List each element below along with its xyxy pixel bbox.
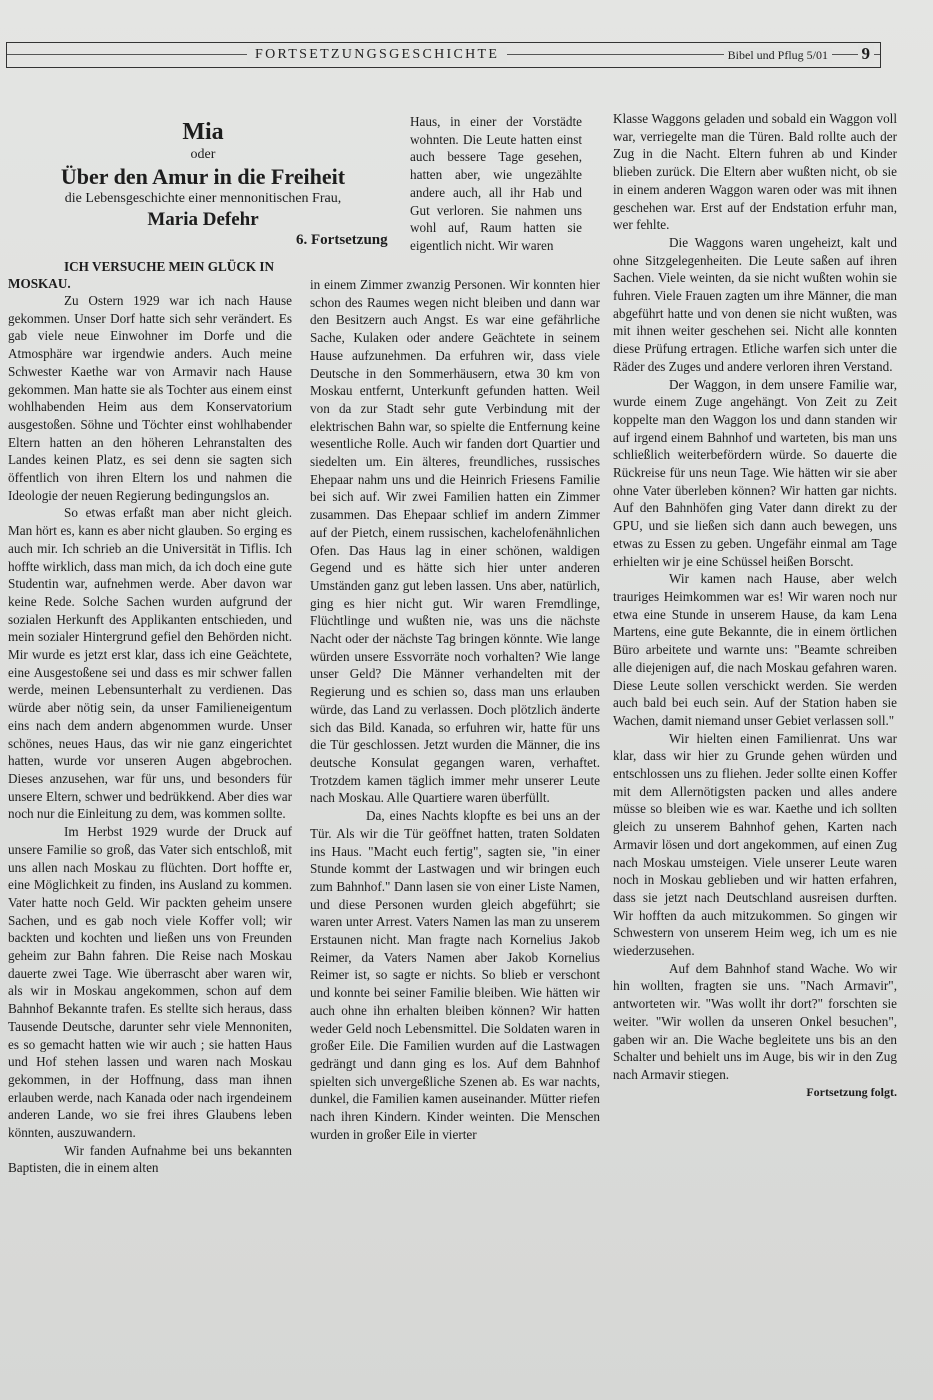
paragraph: Zu Ostern 1929 war ich nach Hause gekommen. Unser Dorf hatte sich sehr verändert. Es gab viele neue Einwohner im Dorfe und die Atmosphäre war irgendwie anders. Auch meine Schwester Kaethe war von Armavir nach Hause gekommen. Man hatte sie als Tochter aus einem einst wohlhabenden Heim aus dem Konservatorium ausgestoßen. Söhne und Töchter einst wohlhabender Eltern hatten an den höheren Lehranstalten des Landes keinen Platz, es sei denn sie sagten sich öffentlich von ihren Eltern los und nahmen die Ideologie der neuen Regierung bedingungslos an. — [8, 293, 292, 503]
column-1 — [8, 258, 292, 1177]
story-title-block — [8, 118, 398, 232]
section-title: FORTSETZUNGSGESCHICHTE — [247, 47, 507, 63]
paragraph: Im Herbst 1929 wurde der Druck auf unsere Familie so groß, das Vater sich entschloß, mit uns allen nach Moskau zu flüchten. Dort hoffte er, eine Möglichkeit zu finden, ins Ausland zu kommen. Vater hatte noch Geld. Wir packten geheim unsere Sachen, und es gab noch viele Koffer voll; wir backten und kochten und ließen uns von Freunden geheim zur Bahn fahren. Die Reise nach Moskau dauerte zwei Tage. Wie überrascht aber waren wir, als wir in Moskau angekommen, schon auf dem Bahnhof Bekannte trafen. Es stellte sich heraus, dass Tausende Deutsche, darunter sehr viele Mennoniten, es so gemacht hatten wie wir auch ; sie hatten Haus und Hof stehen lassen und waren nach Moskau gekommen, in der Hoffnung, dass man ihnen erlauben werde, nach Kanada oder nach irgendeinem anderen Lande, wo sie frei ihres Glaubens leben könnten, auszuwandern. — [8, 824, 292, 1141]
paragraph: Wir kamen nach Hause, aber welch trauriges Heimkommen war es! Wir waren noch nur etwa eine Stunde in unserem Hause, da kam Lena Martens, eine gute Bekannte, die in einem örtlichen Büro arbeitete und warnte uns: "Beamte schreiben alle diejenigen auf, die nach Moskau gefahren waren. Diese Leute sollen verschickt werden. Sie werden auch bald bei euch sein. Auf der Station haben sie Wachen, damit niemand unser Gebiet verlassen soll." — [613, 571, 897, 728]
paragraph: Wir fanden Aufnahme bei uns bekannten Baptisten, die in einem alten — [8, 1142, 292, 1176]
column-2 — [310, 276, 600, 1143]
page-header — [6, 42, 881, 68]
story-author: Maria Defehr — [147, 209, 259, 230]
installment-label: 6. Fortsetzung — [296, 232, 388, 248]
story-subtitle: die Lebensgeschichte einer mennonitischen Frau, — [64, 191, 342, 206]
paragraph: Klasse Waggons geladen und sobald ein Waggon voll war, verriegelte man die Türen. Bald rollte auch der Zug in die Nacht. Eltern fuhren ab und Kinder blieben zurück. Die Eltern aber wußten nicht, ob sie in einem anderen Waggon waren oder was mit ihnen geschehen war. Erst auf der Endstation erfuhr man, wer fehlte. — [613, 111, 897, 233]
title-connector: oder — [190, 147, 216, 162]
column-2-top — [410, 113, 582, 255]
story-main-title: Über den Amur in die Freiheit — [60, 164, 346, 189]
continuation-note: Fortsetzung folgt. — [806, 1084, 897, 1099]
journal-issue: Bibel und Pflug 5/01 — [724, 48, 832, 63]
paragraph: Die Waggons waren ungeheizt, kalt und ohne Sitzgelegenheiten. Die Leute saßen auf ihren Sachen. Viele weinten, da sie nicht wußten wohin sie fuhren. Viele Frauen zagten um ihre Männer, die man abgeführt hatte und von denen sie nicht wußten, was mit ihnen weiter geschehen sei. Nicht alle konnten diese Prüfung ertragen. Etliche warfen sich unter die Räder des Zuges und andere verloren ihren Verstand. — [613, 234, 897, 374]
column-3 — [613, 110, 897, 1101]
story-title: Mia — [182, 119, 224, 145]
paragraph: So etwas erfaßt man aber nicht gleich. Man hört es, kann es aber nicht glauben. So erging es auch mir. Ich schrieb an die Universität in Tiflis. Ich hoffte wirklich, dass man mich, da ich doch eine gute Studentin war, aufnehmen werde. Aber davon war keine Rede. Solche Sachen wurden aufgrund der sozialen Herkunft des Applikanten entschieden, und mein sozialer Hintergrund gefiel den Behörden nicht. Mir wurde es jetzt erst klar, dass ich eine Geächtete, eine Ausgestoßene sei und dass es mir schwer fallen werde, meinen Lebensunterhalt zu verdienen. Das würde aber nötig sein, da unser Familieneigentum eins nach dem andern abgenommen wurde. Unser schönes, neues Haus, das wir nie ganz eingerichtet hatten, wurde vor unseren Augen abgebrochen. Dieses anzusehen, war für uns, und besonders für unsere Eltern, schwer und bedrükkend. Aber dies war noch nur die Einleitung zu dem, was kommen sollte. — [8, 505, 292, 822]
paragraph: Haus, in einer der Vorstädte wohnten. Die Leute hatten einst auch bessere Tage gesehen, hatten aber, wie ungezählte andere auch, all ihr Hab und Gut verloren. Sie nahmen uns wohl auf, Raum hatten sie eigentlich nicht. Wir waren — [410, 114, 582, 253]
paragraph: Wir hielten einen Familienrat. Uns war klar, dass wir hier zu Grunde gehen würden und entschlossen uns zu fliehen. Jeder sollte einen Koffer mit dem Allernötigsten packen und alles andere müsse so bleiben wie es war. Kaethe und ich sollten gleich zu unserem Bahnhof gehen, Karten nach Armavir lösen und dort angekommen, auf einen Zug nach Moskau umsteigen. Viele unserer Leute waren noch in Moskau geblieben und wir hatten erfahren, dass sie jetzt nach Deutschland ausreisen durften. Wir hofften da auch mitzukommen. So gingen wir Schwestern von unserem Heim weg, ich um es nie wiederzusehen. — [613, 730, 897, 959]
paragraph: in einem Zimmer zwanzig Personen. Wir konnten hier schon des Raumes wegen nicht bleiben und dann war den Besitzern auch Angst. Es war eine gefährliche Sache, Kulaken oder andere Geächtete in seinem Hause aufzunehmen. Da erfuhren wir, dass viele Deutsche in den Sommerhäusern, etwa 30 km von Moskau entfernt, Unterkunft gefunden hatten. Weil von da zur Stadt sehr gute Verbindung mit der elektrischen Bahn war, so spielte die Entfernung keine wesentliche Rolle. Auch wir fanden dort Quartier und siedelten um. Ein älteres, freundliches, russisches Ehepaar nahm uns und die Heinrich Friesens Familie bei sich auf. Wir zwei Familien hatten ein Zimmer zusammen. Das Ehepaar schlief im andern Zimmer auf der Pietch, einem russischen, kachelofenähnlichen Ofen. Das Haus lag in einer schönen, waldigen Gegend und es hätte sich hier unter anderen Umständen ganz gut leben lassen. Uns aber, natürlich, ging es hier nicht gut. Wir waren Fremdlinge, Flüchtlinge und wußten nie, was uns die nächste Nacht oder der nächste Tag bringen könnte. Wie lange würden unsere Essvorräte noch vorhalten? Wie lange unser Geld? Die Männer verhandelten mit der Regierung und es schien so, dass man uns erlauben würde, das Land zu verlassen. Doch plötzlich änderte sich das Bild. Kanada, so erfuhren wir, hatte für uns die Tür geschlossen. Jetzt wurden die Männer, die ins deutsche Konsulat gegangen waren, verhaftet. Trotzdem kamen täglich immer mehr unserer Leute nach Moskau. Alle Quartiere waren überfüllt. — [310, 277, 600, 806]
paragraph: Da, eines Nachts klopfte es bei uns an der Tür. Als wir die Tür geöffnet hatten, traten Soldaten ins Haus. "Macht euch fertig", sagten sie, "in einer Stunde kommt der Lastwagen und wir bringen euch zum Bahnhof." Dann lasen sie von einer Liste Namen, und diese Personen wurden gleich abgeführt; sie waren unter Arrest. Vaters Namen las man zu unserem Erstaunen nicht. Man fragte nach Kornelius Jakob Reimer, da Vaters Namen aber Jakob Kornelius Reimer ist, so sagte er nichts. So blieb er verschont und konnte bei seiner Familie bleiben. Wie hätten wir auch ohne ihn erhalten bleiben können? Wir hatten weder Geld noch Lebensmittel. Die Soldaten waren in großer Eile. Die Familien wurden auf die Lastwagen gedrängt und dann ging es los. Auf dem Bahnhof spielten sich unvergeßliche Szenen ab. Es war nachts, dunkel, die Familien kamen auseinander. Mütter riefen nach ihren Kindern. Kinder weinten. Die Menschen wurden in großer Eile in vierter — [310, 808, 600, 1142]
paragraph: Der Waggon, in dem unsere Familie war, wurde einem Zuge angehängt. Von Zeit zu Zeit koppelte man den Waggon los und dann standen wir auf irgend einem Bahnhof und warteten, bis man uns schließlich weiterbefördern würde. So dauerte die Rückreise für uns neun Tage. Wie hätten wir sie aber ohne Vater überleben können? Wir hatten gar nichts. Auf den Bahnhöfen ging Vater dann direkt zu der GPU, und sie ließen sich dann auch bewegen, uns etwas zu Essen zu geben. Ungefähr einmal am Tage erhielten wir je eine Schüssel heißen Borscht. — [613, 376, 897, 569]
page-number: 9 — [858, 44, 875, 64]
paragraph: Auf dem Bahnhof stand Wache. Wo wir hin wollten, fragten sie uns. "Nach Armavir", antworteten wir. "Was wollt ihr dort?" forschten sie weiter. "Wir wollen da unseren Onkel besuchen", gaben wir an. Die Wache begleitete uns bis an den Schalter und behielt uns im Auge, bis wir in den Zug nach Armavir stiegen. — [613, 960, 897, 1082]
chapter-heading: ICH VERSUCHE MEIN GLÜCK IN MOSKAU. — [8, 259, 275, 291]
